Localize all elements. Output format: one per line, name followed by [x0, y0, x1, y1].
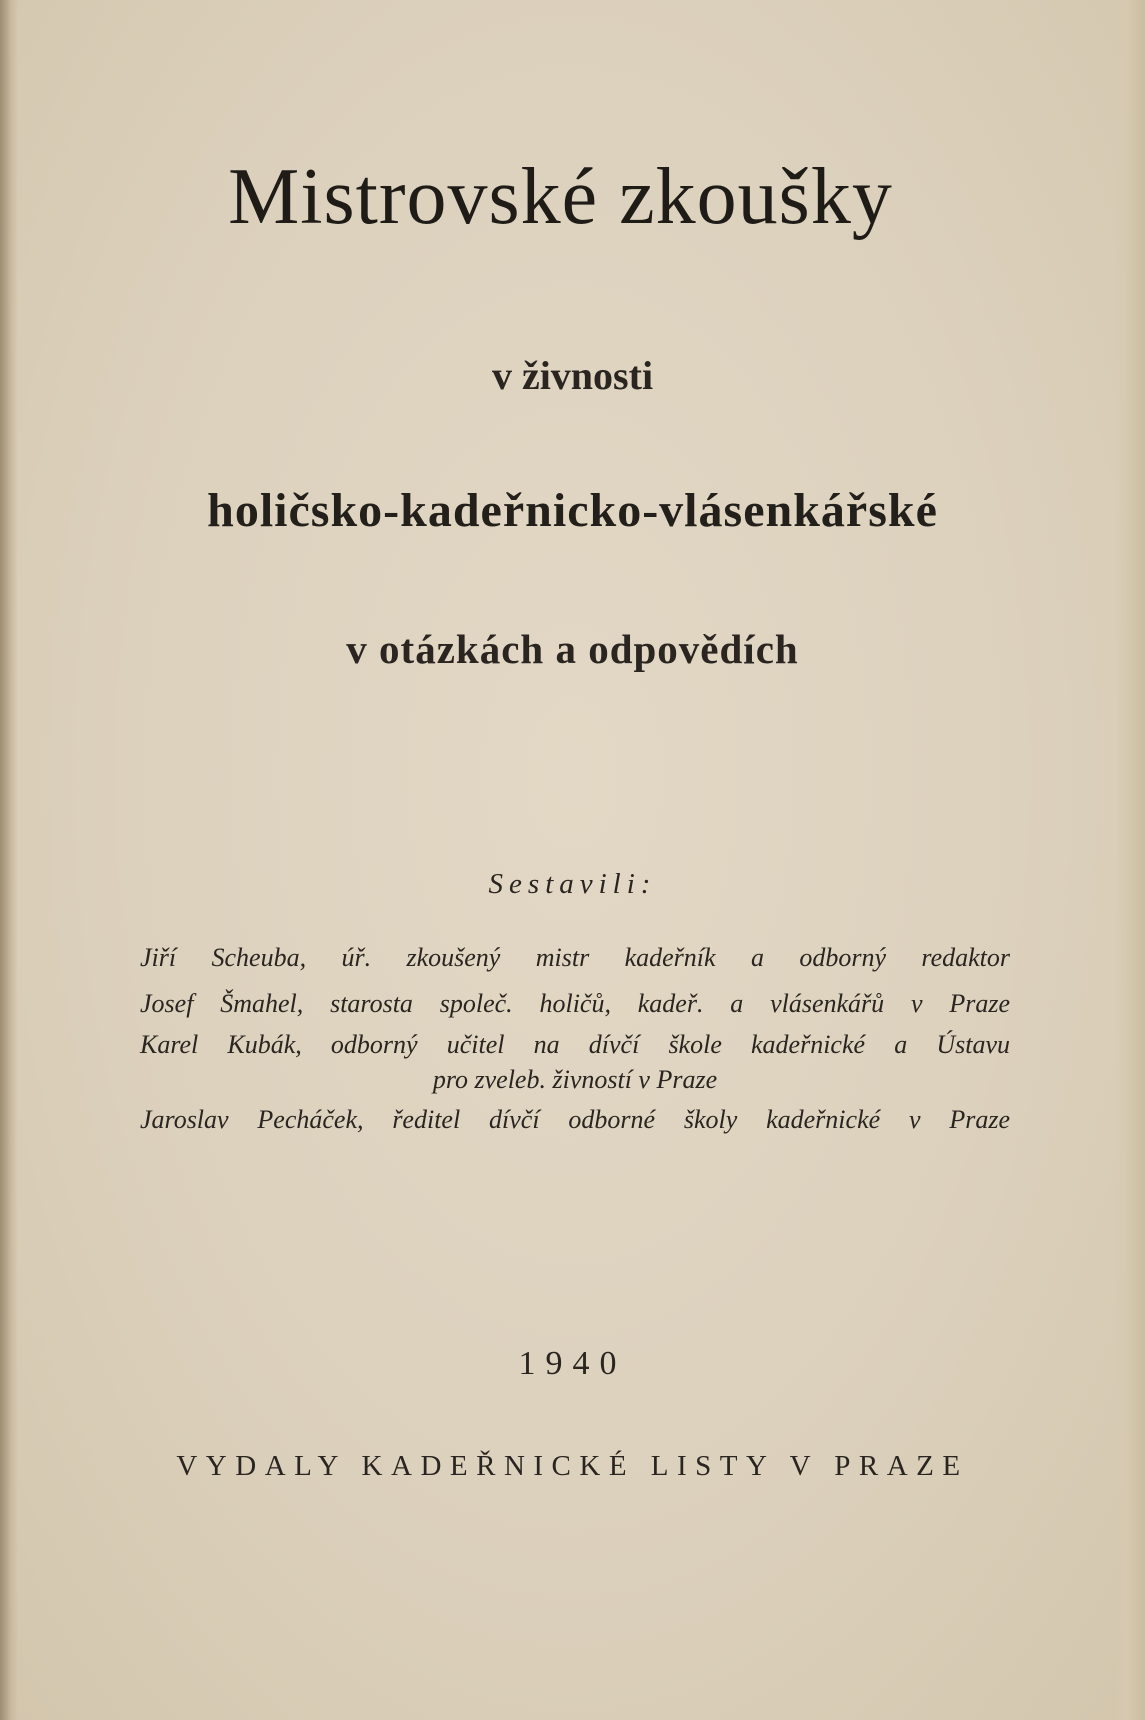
publisher: VYDALY KADEŘNICKÉ LISTY V PRAZE: [176, 1450, 969, 1482]
subtitle-format: v otázkách a odpovědích: [346, 626, 799, 672]
author-line-continuation: pro zveleb. živností v Praze: [432, 1065, 718, 1094]
author-line: Jaroslav Pecháček, ředitel dívčí odborné školy kadeřnické v Praze: [140, 1105, 1010, 1134]
author-line: Karel Kubák, odborný učitel na dívčí škole kadeřnické a Ústavu: [140, 1030, 1010, 1059]
publication-year: 1940: [518, 1345, 627, 1382]
author-line: Josef Šmahel, starosta společ. holičů, kadeř. a vlásenkářů v Praze: [140, 989, 1010, 1018]
compiled-by-label: Sestavili:: [488, 868, 657, 900]
subtitle-profession: holičsko-kadeřnicko-vlásenkářské: [207, 484, 938, 537]
authors-list: [140, 935, 1010, 1143]
subtitle-trade: v živnosti: [491, 353, 654, 398]
book-title: Mistrovské zkoušky: [228, 153, 893, 241]
author-line: Jiří Scheuba, úř. zkoušený mistr kadeřník a odborný redaktor: [140, 943, 1010, 972]
